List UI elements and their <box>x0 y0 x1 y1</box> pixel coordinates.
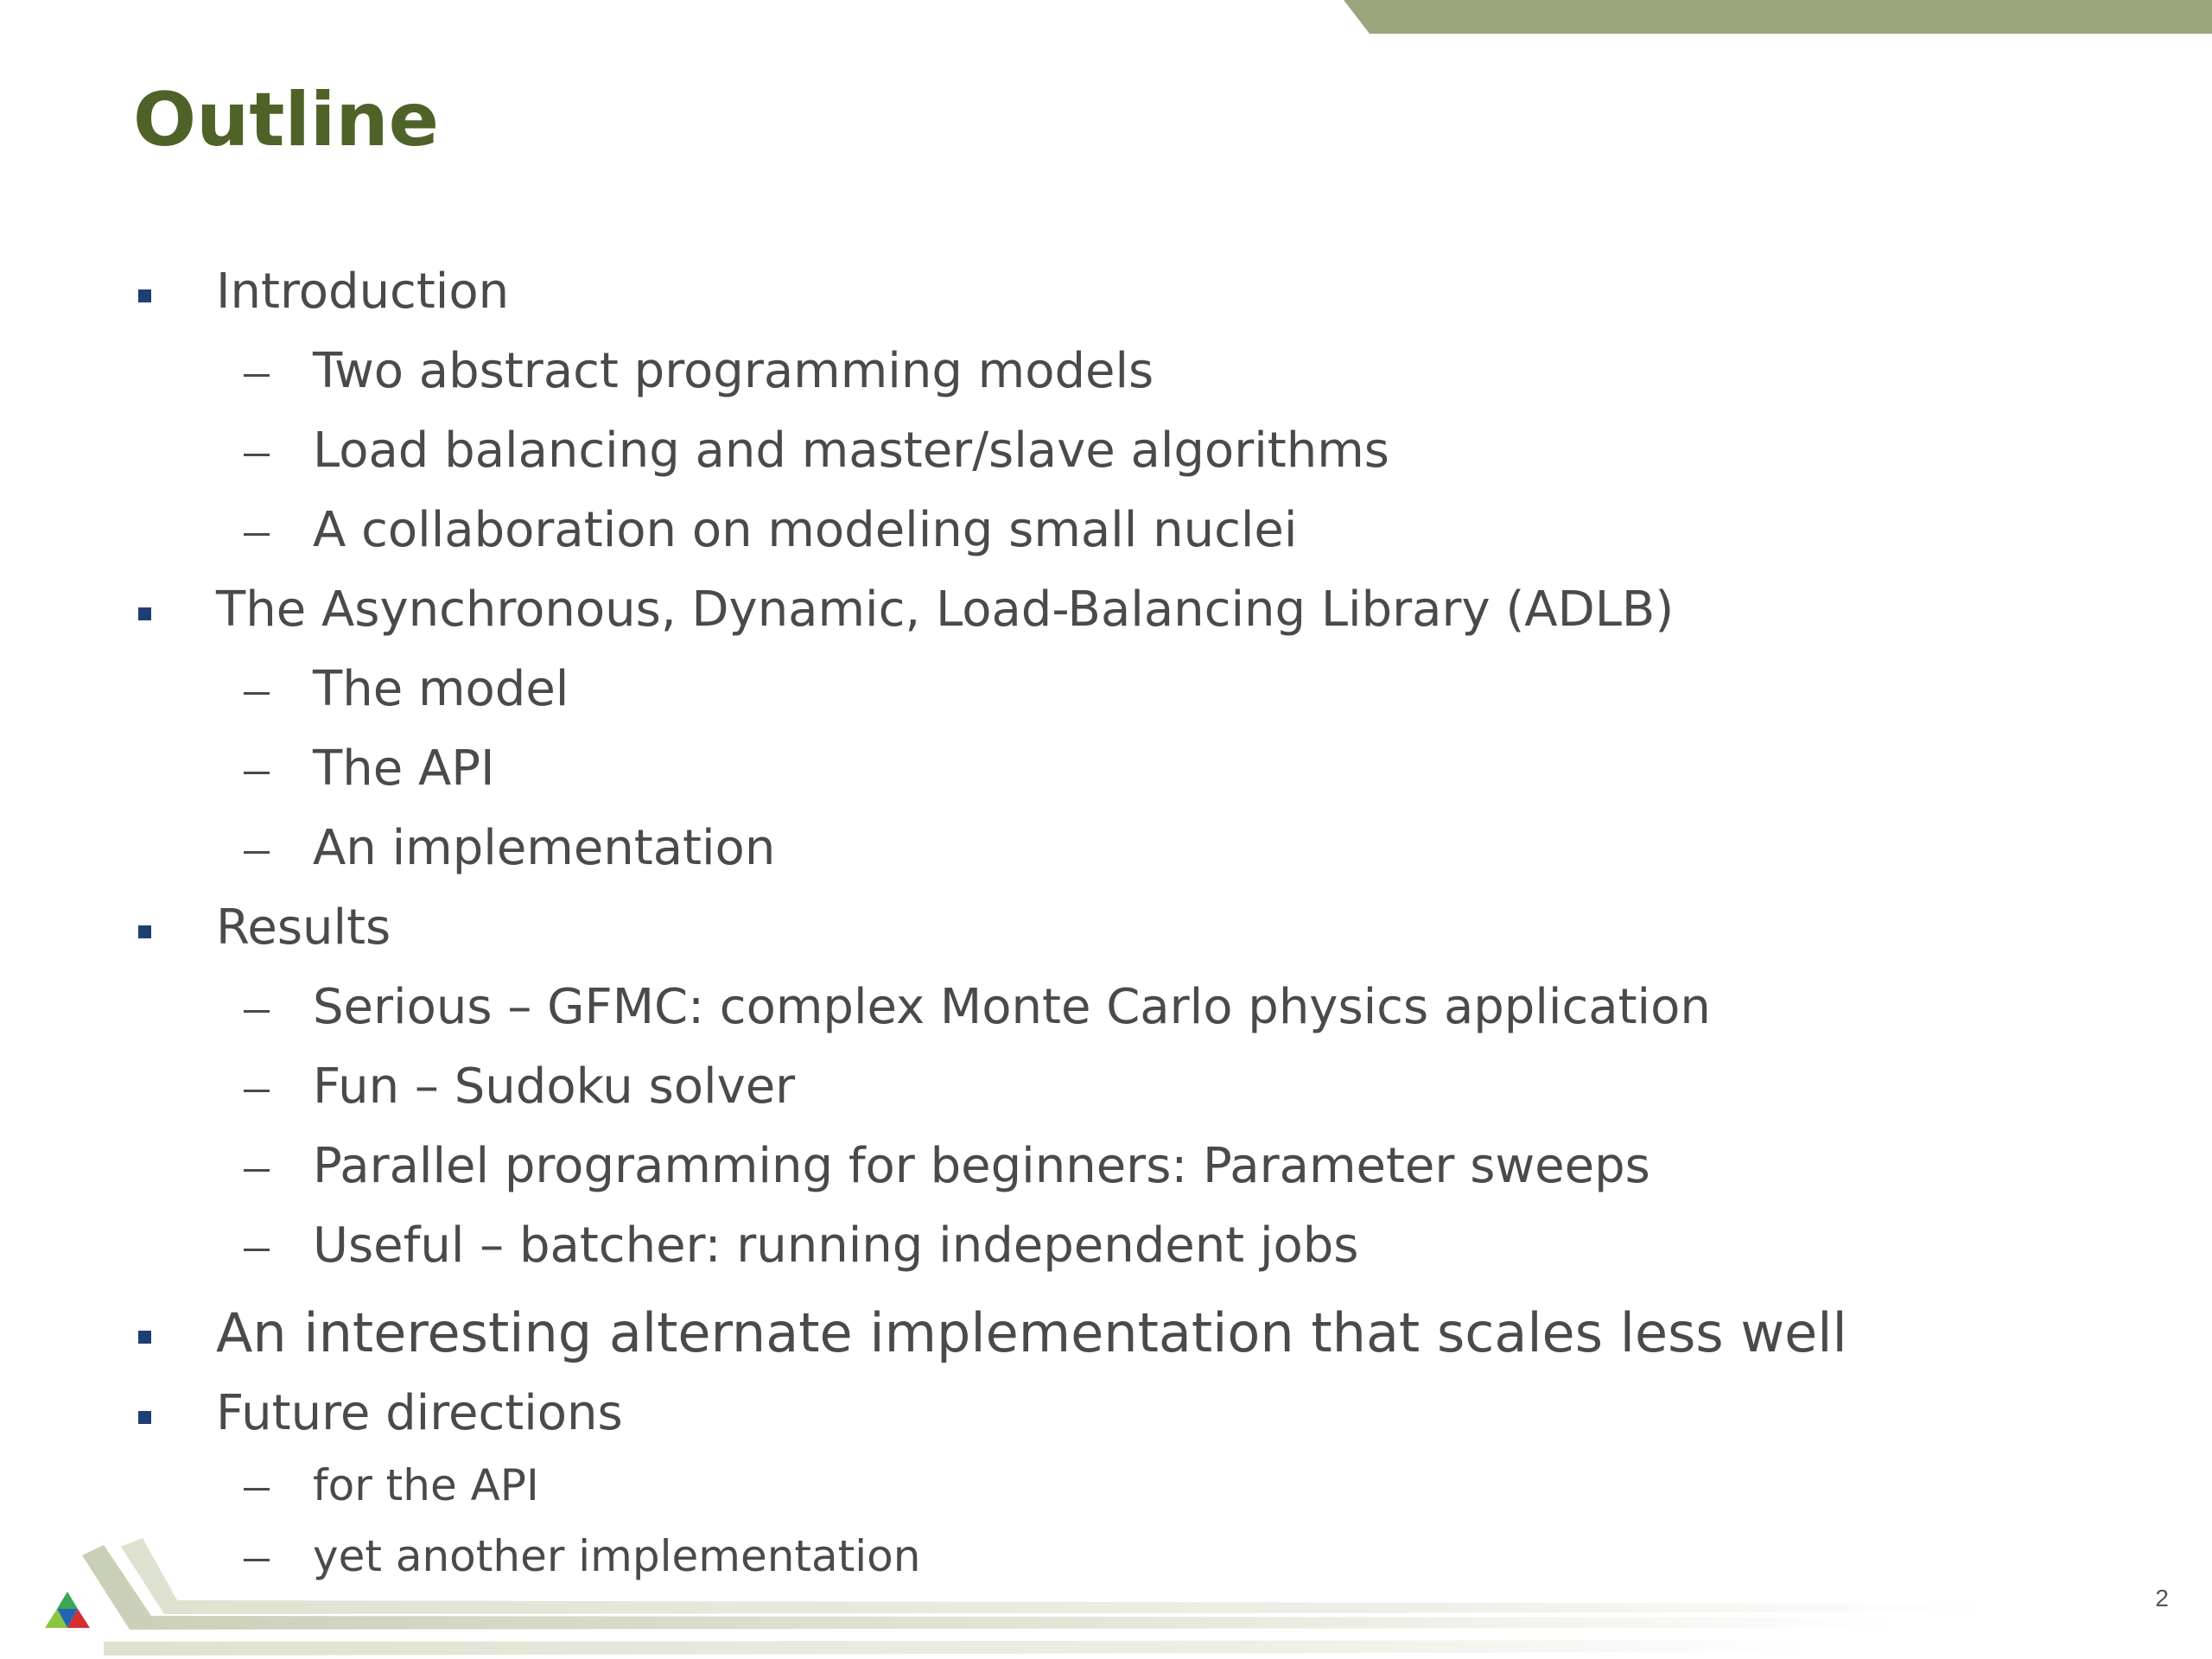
outline-subitem <box>0 1058 2212 1120</box>
dash-bullet-icon <box>244 374 270 377</box>
footer-swoosh-decoration <box>0 1521 2212 1659</box>
outline-subitem <box>0 741 2212 802</box>
square-bullet-icon <box>138 1411 151 1424</box>
square-bullet-icon <box>138 289 151 302</box>
outline-item <box>0 1385 2212 1446</box>
outline-subitem <box>0 979 2212 1040</box>
outline-subitem-label: Parallel programming for beginners: Parameter sweeps <box>313 1138 1650 1194</box>
outline-item <box>0 899 2212 961</box>
dash-bullet-icon <box>244 772 270 774</box>
dash-bullet-icon <box>244 1169 270 1172</box>
outline-item <box>0 1301 2212 1369</box>
outline-subitem <box>0 1138 2212 1199</box>
square-bullet-icon <box>138 925 151 938</box>
outline-subitem-label: An implementation <box>313 820 776 876</box>
outline-subitem <box>0 661 2212 722</box>
outline-subitem <box>0 343 2212 404</box>
outline-item-label: Results <box>216 899 391 956</box>
page-number: 2 <box>2155 1585 2169 1611</box>
square-bullet-icon <box>138 1331 151 1344</box>
outline-item-label: Future directions <box>216 1385 623 1441</box>
outline-subitem <box>0 1460 2212 1516</box>
outline-subitem-label: Two abstract programming models <box>313 343 1154 399</box>
outline-subitem-label: yet another implementation <box>313 1531 921 1581</box>
dash-bullet-icon <box>244 1010 270 1013</box>
outline-subitem-label: The API <box>313 741 495 797</box>
outline-item <box>0 264 2212 325</box>
dash-bullet-icon <box>244 1090 270 1092</box>
square-bullet-icon <box>138 607 151 620</box>
dash-bullet-icon <box>244 1249 270 1251</box>
outline-subitem-label: Useful – batcher: running independent jobs <box>313 1217 1359 1274</box>
outline-item <box>0 582 2212 643</box>
outline-subitem <box>0 820 2212 881</box>
outline-subitem-label: The model <box>313 661 569 717</box>
dash-bullet-icon <box>244 851 270 854</box>
dash-bullet-icon <box>244 533 270 536</box>
dash-bullet-icon <box>244 454 270 456</box>
outline-subitem-label: Serious – GFMC: complex Monte Carlo physics application <box>313 979 1711 1035</box>
slide-title: Outline <box>133 77 439 163</box>
outline-item-label: Introduction <box>216 264 510 320</box>
outline-subitem-label: A collaboration on modeling small nuclei <box>313 502 1298 558</box>
dash-bullet-icon <box>244 692 270 695</box>
outline-subitem <box>0 423 2212 484</box>
outline-subitem <box>0 502 2212 563</box>
outline-subitem-label: Load balancing and master/slave algorithms <box>313 423 1389 479</box>
dash-bullet-icon <box>244 1488 270 1491</box>
outline-item-label: The Asynchronous, Dynamic, Load-Balancing Library (ADLB) <box>216 582 1675 638</box>
argonne-logo-icon <box>43 1590 92 1630</box>
outline-subitem-label: for the API <box>313 1460 539 1510</box>
outline-subitem-label: Fun – Sudoku solver <box>313 1058 796 1115</box>
outline-item-label: An interesting alternate implementation that scales less well <box>216 1301 1847 1364</box>
outline-subitem <box>0 1217 2212 1279</box>
